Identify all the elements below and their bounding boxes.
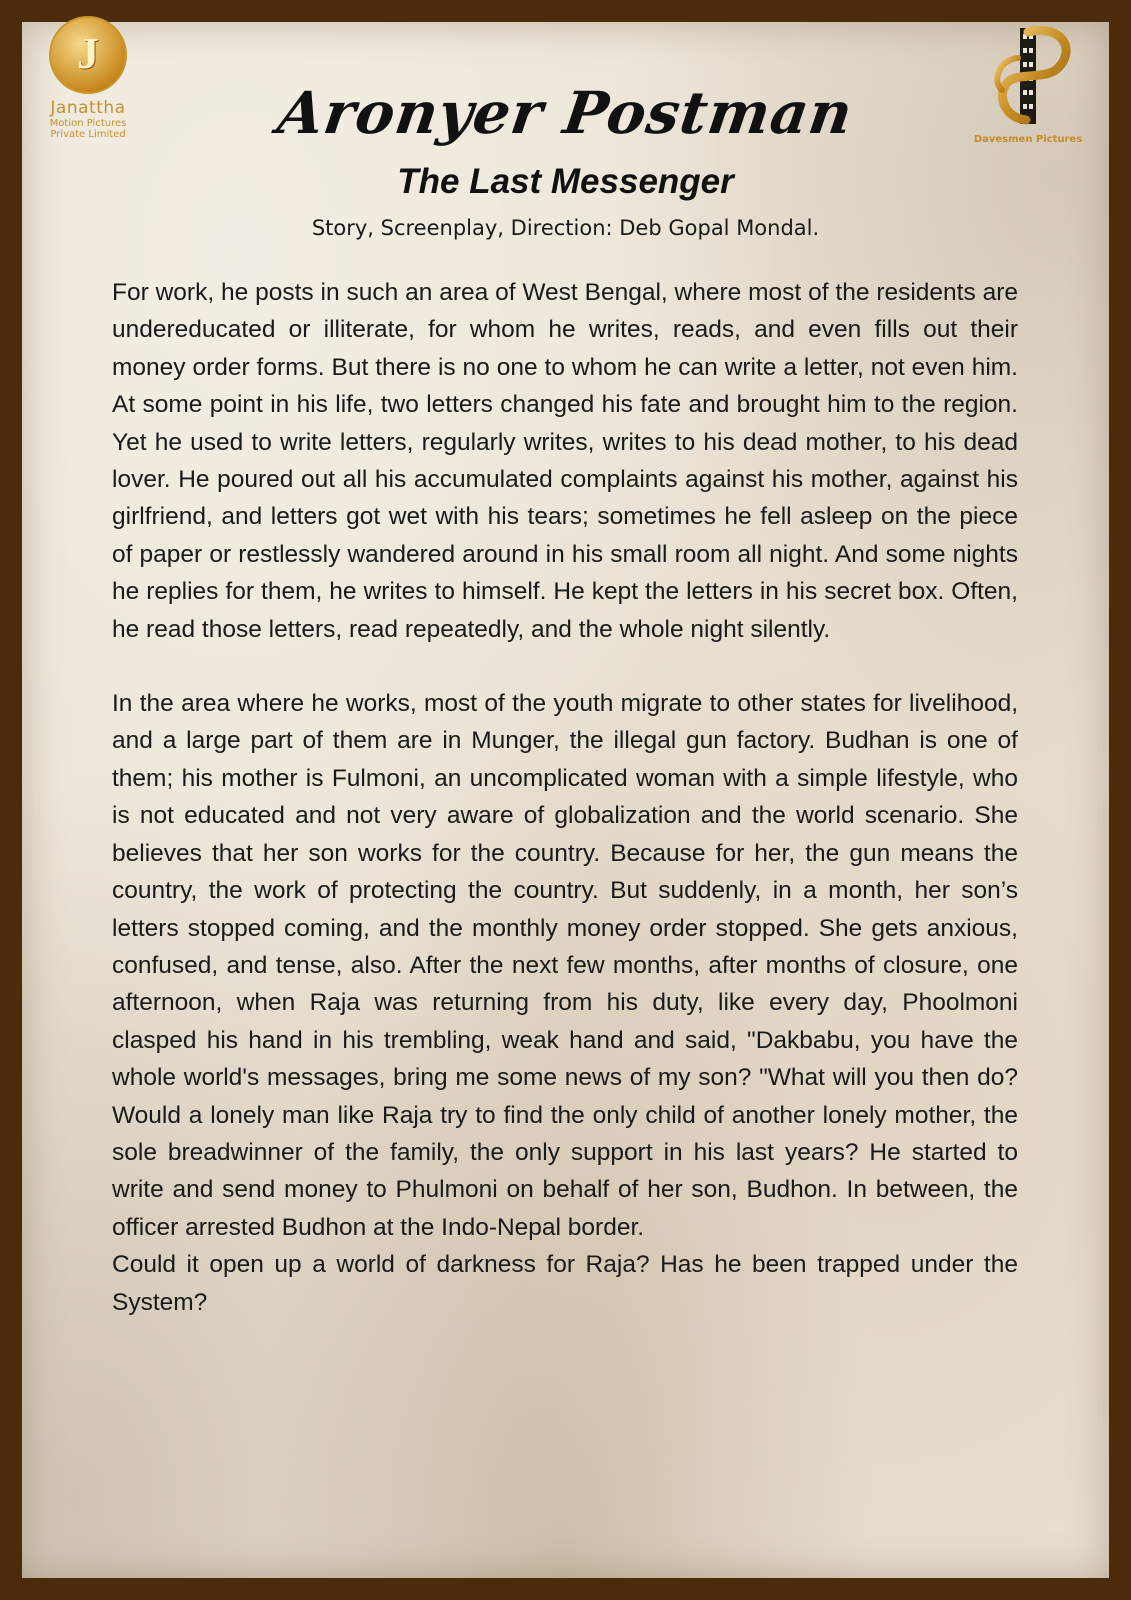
davesmen-logo: [960, 20, 1096, 170]
janattha-logo-name: Janattha: [50, 98, 126, 118]
janattha-logo-line1: Motion Pictures: [49, 118, 127, 129]
credit-line: Story, Screenplay, Direction: Deb Gopal Mondal.: [311, 216, 820, 240]
page-subtitle: The Last Messenger: [397, 162, 734, 201]
janattha-logo-line2: Private Limited: [50, 129, 126, 140]
synopsis-paragraph-2: In the area where he works, most of the youth migrate to other states for livelihood, and a large part of them are in Munger, the illegal gun factory. Budhan is one of them; his mother is Fulmoni, an uncomplicated woman with a simple lifestyle, who is not educated and not very aware of globalization and the world scenario. She believes that her son works for the country. Because for her, the gun means the country, the work of protecting the country. But suddenly, in a month, her son’s letters stopped coming, and the monthly money order stopped. She gets anxious, confused, and tense, also. After the next few months, after months of closure, one afternoon, when Raja was returning from his duty, like every day, Phoolmoni clasped his hand in his trembling, weak hand and said, "Dakbabu, you have the whole world's messages, bring me some news of my son? "What will you then do? Would a lonely man like Raja try to find the only child of another lonely mother, the sole breadwinner of the family, the only support in his last years? He started to write and send money to Phulmoni on behalf of her son, Budhon. In between, the officer arrested Budhon at the Indo-Nepal border.: [112, 690, 1018, 1241]
janattha-logo-mark: [49, 16, 127, 94]
synopsis-body: [112, 274, 1018, 1321]
janattha-logo-letter: J: [77, 29, 99, 78]
synopsis-paragraph-3: Could it open up a world of darkness for Raja? Has he been trapped under the System?: [112, 1251, 1018, 1316]
davesmen-logo-name: Davesmen Pictures: [973, 134, 1083, 145]
janattha-logo: [38, 16, 138, 166]
page-title: Aronyer Postman: [273, 79, 858, 147]
synopsis-paragraph-1: For work, he posts in such an area of West Bengal, where most of the residents are undereducated or illiterate, for whom he writes, reads, and even fills out their money order forms. But there is no one to whom he can write a letter, not even him. At some point in his life, two letters changed his fate and brought him to the region. Yet he used to write letters, regularly writes, writes to his dead mother, to his dead lover. He poured out all his accumulated complaints against his mother, against his girlfriend, and letters got wet with his tears; sometimes he fell asleep on the piece of paper or restlessly wandered around in his small room all night. And some nights he replies for them, he writes to himself. He kept the letters in his secret box. Often, he read those letters, read repeatedly, and the whole night silently.: [112, 279, 1018, 643]
film-reel-icon: [978, 20, 1078, 130]
